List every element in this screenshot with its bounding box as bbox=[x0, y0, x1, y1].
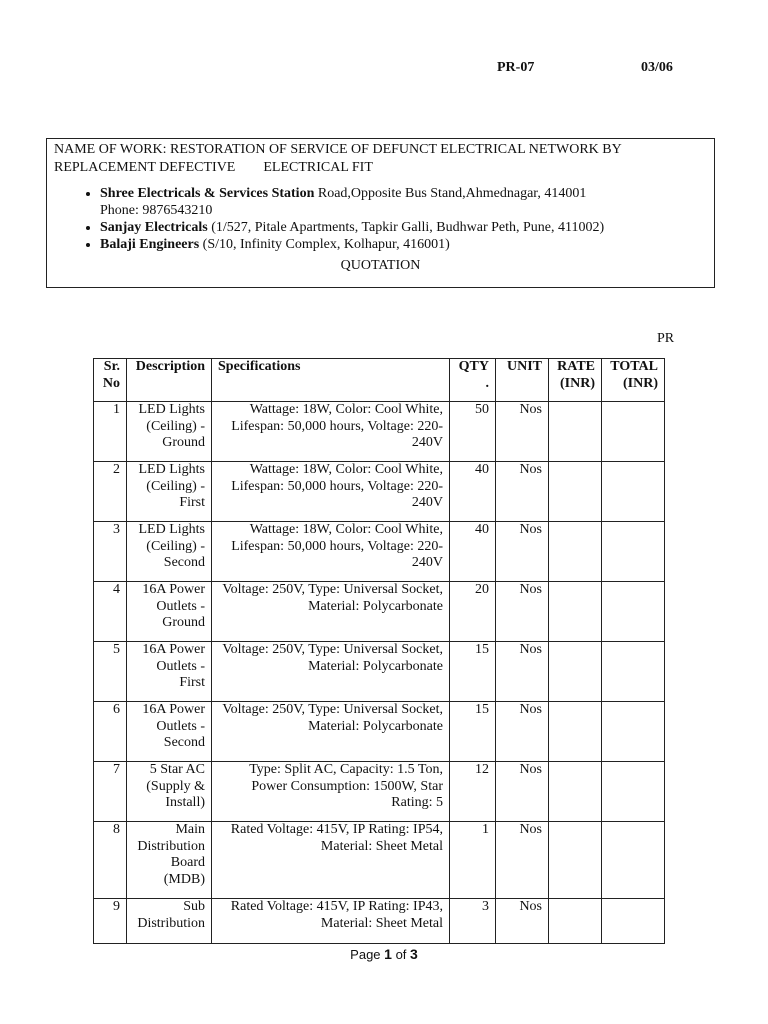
header-qty: QTY . bbox=[450, 359, 496, 402]
cell-specifications: Voltage: 250V, Type: Universal Socket, Material: Polycarbonate bbox=[212, 642, 450, 702]
cell-total bbox=[602, 522, 665, 582]
table-row bbox=[94, 822, 665, 899]
page-of-word: of bbox=[391, 947, 411, 962]
cell-rate bbox=[549, 582, 602, 642]
cell-total bbox=[602, 899, 665, 944]
document-date: 03/06 bbox=[641, 60, 673, 75]
cell-sr: 5 bbox=[94, 642, 127, 702]
cell-specifications: Voltage: 250V, Type: Universal Socket, Material: Polycarbonate bbox=[212, 702, 450, 762]
cell-specifications: Voltage: 250V, Type: Universal Socket, Material: Polycarbonate bbox=[212, 582, 450, 642]
table-row bbox=[94, 582, 665, 642]
cell-qty: 1 bbox=[450, 822, 496, 899]
cell-unit: Nos bbox=[496, 702, 549, 762]
table-row bbox=[94, 899, 665, 944]
cell-specifications: Wattage: 18W, Color: Cool White, Lifespan: 50,000 hours, Voltage: 220-240V bbox=[212, 522, 450, 582]
vendor-address: Road,Opposite Bus Stand,Ahmednagar, 414001 bbox=[314, 186, 587, 201]
cell-rate bbox=[549, 642, 602, 702]
cell-rate bbox=[549, 702, 602, 762]
cell-unit: Nos bbox=[496, 462, 549, 522]
pr-label: PR bbox=[657, 331, 675, 346]
vendor-list bbox=[54, 185, 707, 253]
cell-unit: Nos bbox=[496, 899, 549, 944]
cell-description: 5 Star AC (Supply & Install) bbox=[127, 762, 212, 822]
page-current: 1 bbox=[384, 946, 392, 962]
cell-rate bbox=[549, 822, 602, 899]
table-row bbox=[94, 762, 665, 822]
cell-sr: 9 bbox=[94, 899, 127, 944]
cell-sr: 1 bbox=[94, 402, 127, 462]
cell-qty: 50 bbox=[450, 402, 496, 462]
cell-description: Main Distribution Board (MDB) bbox=[127, 822, 212, 899]
page-total: 3 bbox=[410, 946, 418, 962]
table-row bbox=[94, 702, 665, 762]
cell-specifications: Wattage: 18W, Color: Cool White, Lifespan: 50,000 hours, Voltage: 220-240V bbox=[212, 402, 450, 462]
cell-qty: 20 bbox=[450, 582, 496, 642]
cell-rate bbox=[549, 899, 602, 944]
cell-qty: 15 bbox=[450, 702, 496, 762]
cell-description: LED Lights (Ceiling) - Ground bbox=[127, 402, 212, 462]
cell-total bbox=[602, 762, 665, 822]
cell-specifications: Type: Split AC, Capacity: 1.5 Ton, Power Consumption: 1500W, Star Rating: 5 bbox=[212, 762, 450, 822]
vendor-item bbox=[100, 236, 707, 253]
cell-qty: 40 bbox=[450, 462, 496, 522]
cell-rate bbox=[549, 762, 602, 822]
cell-sr: 2 bbox=[94, 462, 127, 522]
cell-total bbox=[602, 822, 665, 899]
work-name-line-2: REPLACEMENT DEFECTIVE ELECTRICAL FIT bbox=[54, 160, 373, 175]
vendor-name: Shree Electricals & Services Station bbox=[100, 186, 315, 201]
cell-description: Sub Distribution bbox=[127, 899, 212, 944]
cell-qty: 12 bbox=[450, 762, 496, 822]
cell-description: 16A Power Outlets - Ground bbox=[127, 582, 212, 642]
page-word: Page bbox=[350, 947, 385, 962]
cell-total bbox=[602, 702, 665, 762]
cell-qty: 15 bbox=[450, 642, 496, 702]
table-row bbox=[94, 462, 665, 522]
cell-sr: 7 bbox=[94, 762, 127, 822]
cell-total bbox=[602, 402, 665, 462]
header-description: Description bbox=[127, 359, 212, 402]
vendor-name: Balaji Engineers bbox=[100, 237, 200, 252]
cell-specifications: Rated Voltage: 415V, IP Rating: IP54, Material: Sheet Metal bbox=[212, 822, 450, 899]
header-sr-no: Sr. No bbox=[94, 359, 127, 402]
vendor-item bbox=[100, 185, 707, 219]
cell-description: LED Lights (Ceiling) - Second bbox=[127, 522, 212, 582]
cell-unit: Nos bbox=[496, 522, 549, 582]
cell-description: LED Lights (Ceiling) - First bbox=[127, 462, 212, 522]
work-name-line-1: NAME OF WORK: RESTORATION OF SERVICE OF DEFUNCT ELECTRICAL NETWORK BY bbox=[54, 142, 622, 157]
cell-unit: Nos bbox=[496, 402, 549, 462]
work-details-box bbox=[46, 138, 715, 288]
quotation-heading: QUOTATION bbox=[340, 258, 421, 273]
header-rate: RATE (INR) bbox=[549, 359, 602, 402]
cell-qty: 3 bbox=[450, 899, 496, 944]
cell-unit: Nos bbox=[496, 642, 549, 702]
cell-total bbox=[602, 462, 665, 522]
cell-unit: Nos bbox=[496, 582, 549, 642]
table-row bbox=[94, 402, 665, 462]
vendor-phone: Phone: 9876543210 bbox=[100, 203, 213, 218]
vendor-name: Sanjay Electricals bbox=[100, 220, 208, 235]
cell-sr: 4 bbox=[94, 582, 127, 642]
table-row bbox=[94, 642, 665, 702]
vendor-address: (1/527, Pitale Apartments, Tapkir Galli, Budhwar Peth, Pune, 411002) bbox=[207, 220, 605, 235]
table-row bbox=[94, 522, 665, 582]
cell-sr: 8 bbox=[94, 822, 127, 899]
header-total: TOTAL (INR) bbox=[602, 359, 665, 402]
cell-rate bbox=[549, 522, 602, 582]
cell-rate bbox=[549, 402, 602, 462]
cell-sr: 6 bbox=[94, 702, 127, 762]
cell-qty: 40 bbox=[450, 522, 496, 582]
document-reference: PR-07 bbox=[497, 60, 535, 75]
cell-unit: Nos bbox=[496, 822, 549, 899]
vendor-item bbox=[100, 219, 707, 236]
header-unit: UNIT bbox=[496, 359, 549, 402]
cell-unit: Nos bbox=[496, 762, 549, 822]
cell-sr: 3 bbox=[94, 522, 127, 582]
page-footer bbox=[0, 946, 768, 962]
cell-rate bbox=[549, 462, 602, 522]
vendor-address: (S/10, Infinity Complex, Kolhapur, 416001) bbox=[199, 237, 450, 252]
quotation-table bbox=[93, 358, 665, 944]
cell-specifications: Rated Voltage: 415V, IP Rating: IP43, Material: Sheet Metal bbox=[212, 899, 450, 944]
cell-total bbox=[602, 582, 665, 642]
cell-description: 16A Power Outlets - First bbox=[127, 642, 212, 702]
table-header-row bbox=[94, 359, 665, 402]
header-specifications: Specifications bbox=[212, 359, 450, 402]
cell-description: 16A Power Outlets - Second bbox=[127, 702, 212, 762]
cell-specifications: Wattage: 18W, Color: Cool White, Lifespan: 50,000 hours, Voltage: 220-240V bbox=[212, 462, 450, 522]
cell-total bbox=[602, 642, 665, 702]
